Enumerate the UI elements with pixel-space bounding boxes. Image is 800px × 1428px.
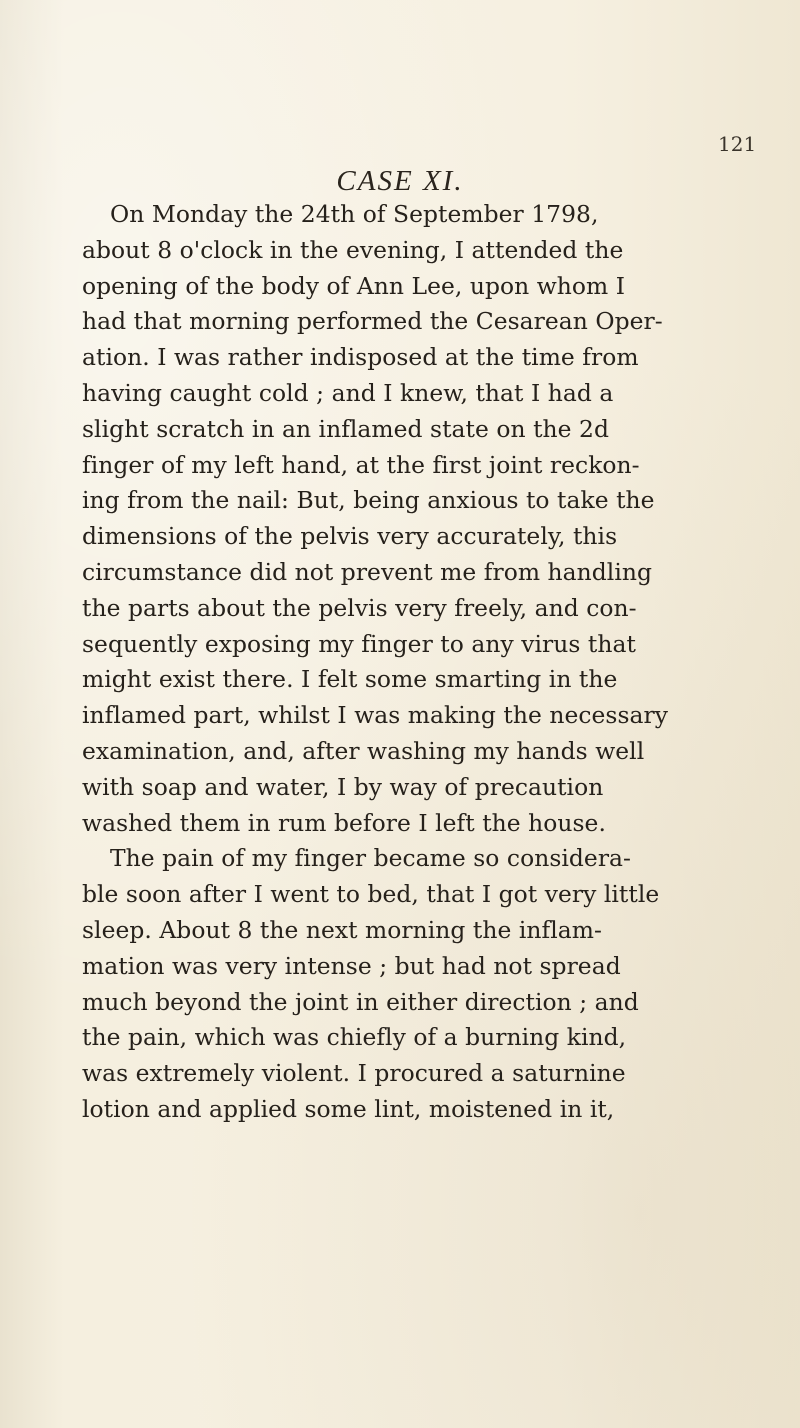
paragraph-2 bbox=[82, 841, 702, 1127]
text-line: dimensions of the pelvis very accurately, this bbox=[82, 522, 618, 551]
text-line: The pain of my finger became so considera- bbox=[110, 844, 631, 873]
text-line: examination, and, after washing my hands well bbox=[82, 736, 645, 765]
text-line: had that morning performed the Cesarean Oper- bbox=[82, 307, 663, 336]
text-line: inflamed part, whilst I was making the necessary bbox=[82, 701, 668, 730]
text-line: having caught cold ; and I knew, that I had a bbox=[82, 378, 614, 407]
text-line: slight scratch in an inflamed state on the 2d bbox=[82, 414, 610, 443]
text-line: washed them in rum before I left the house. bbox=[82, 808, 606, 837]
text-line: sequently exposing my finger to any virus that bbox=[82, 629, 636, 658]
page-number: 121 bbox=[718, 132, 757, 156]
text-line: On Monday the 24th of September 1798, bbox=[110, 200, 599, 228]
case-title: CASE XI. bbox=[336, 165, 464, 197]
text-line: ble soon after I went to bed, that I got very little bbox=[82, 880, 660, 909]
text-line: about 8 o'clock in the evening, I attended the bbox=[82, 235, 624, 264]
paragraph-1 bbox=[82, 197, 702, 841]
text-line: with soap and water, I by way of precaution bbox=[82, 772, 604, 801]
text-line: lotion and applied some lint, moistened in it, bbox=[82, 1094, 615, 1123]
text-line: the parts about the pelvis very freely, and con- bbox=[82, 593, 637, 622]
text-line: ing from the nail: But, being anxious to take the bbox=[82, 486, 655, 515]
text-line: was extremely violent. I procured a saturnine bbox=[82, 1059, 626, 1088]
text-line: finger of my left hand, at the first joint reckon- bbox=[82, 450, 640, 479]
text-line: ation. I was rather indisposed at the time from bbox=[82, 343, 639, 372]
text-line: mation was very intense ; but had not spread bbox=[82, 951, 621, 980]
text-line: opening of the body of Ann Lee, upon whom I bbox=[82, 271, 626, 300]
text-line: much beyond the joint in either direction ; and bbox=[82, 987, 639, 1016]
text-line: the pain, which was chiefly of a burning kind, bbox=[82, 1023, 627, 1052]
text-line: might exist there. I felt some smarting in the bbox=[82, 665, 618, 694]
text-line: sleep. About 8 the next morning the inflam- bbox=[82, 915, 602, 944]
body-text bbox=[82, 197, 702, 1128]
text-line: circumstance did not prevent me from handling bbox=[82, 557, 652, 586]
